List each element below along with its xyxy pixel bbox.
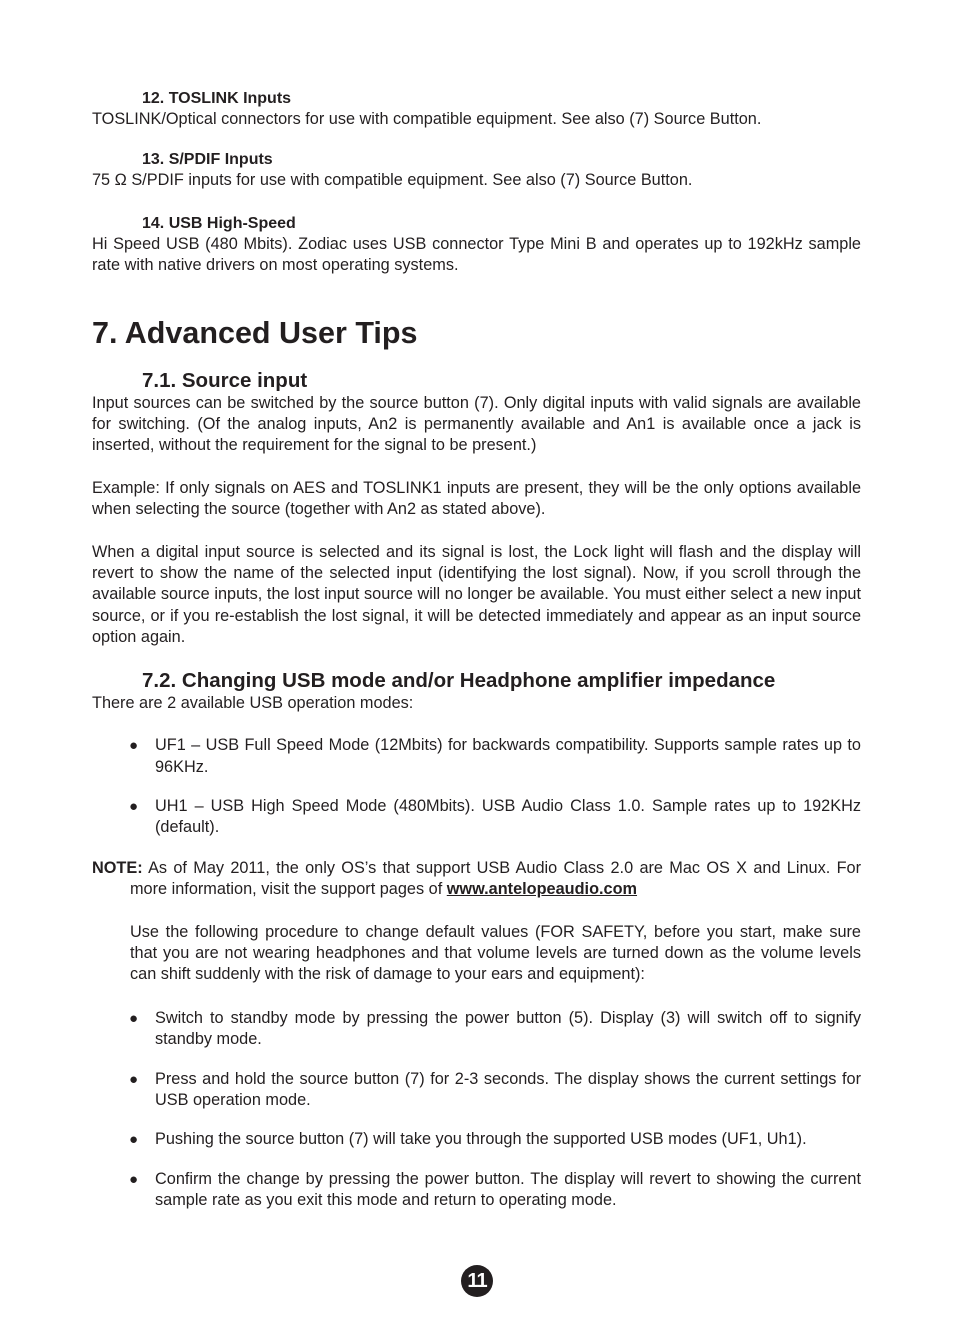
usb-mode-intro: There are 2 available USB operation modes:	[92, 693, 414, 712]
item-text-spdif: 75 Ω S/PDIF inputs for use with compatible equipment. See also (7) Source Button.	[92, 171, 693, 190]
usb-mode-uf1: UF1 – USB Full Speed Mode (12Mbits) for backwards compatibility. Supports sample rates up to 96KHz.	[155, 736, 861, 776]
list-item	[92, 1008, 861, 1051]
item-text-toslink: TOSLINK/Optical connectors for use with compatible equipment. See also (7) Source Button.	[92, 110, 762, 128]
procedure-intro: Use the following procedure to change default values (FOR SAFETY, before you start, make sure that you are not wearing headphones and that volume levels are turned down as the volume levels can shift suddenly with the risk of damage to your ears and equipment):	[130, 922, 861, 984]
bullet-icon: ●	[129, 1009, 139, 1027]
section-title: 7. Advanced User Tips	[92, 315, 418, 350]
procedure-step-4: Confirm the change by pressing the power button. The display will revert to showing the current sample rate as you exit this mode and return to operating mode.	[155, 1169, 861, 1210]
note-text: As of May 2011, the only OS’s that support USB Audio Class 2.0 are Mac OS X and Linux. For more information, visit the support pages of	[130, 858, 861, 899]
list-item	[92, 1129, 861, 1150]
bullet-icon: ●	[129, 797, 139, 815]
bullet-icon: ●	[129, 1170, 139, 1188]
item-title-toslink: 12. TOSLINK Inputs	[142, 90, 292, 107]
list-item	[92, 1169, 861, 1212]
list-item	[92, 1069, 861, 1112]
item-title-usb: 14. USB High-Speed	[142, 214, 296, 232]
bullet-icon: ●	[129, 1131, 139, 1149]
procedure-step-3: Pushing the source button (7) will take you through the supported USB modes (UF1, Uh1).	[155, 1130, 807, 1149]
source-input-paragraph-1: Input sources can be switched by the source button (7). Only digital inputs with valid signals are available for switching. (Of the analog inputs, An2 is permanently available and An1 is available once a jack is inserted, without the requirement for the signal to be present.)	[92, 393, 861, 455]
item-title-spdif: 13. S/PDIF Inputs	[142, 151, 273, 169]
subsection-title-usb-mode: 7.2. Changing USB mode and/or Headphone amplifier impedance	[142, 668, 776, 692]
bullet-icon: ●	[129, 737, 139, 755]
page-number: 11	[461, 1265, 493, 1297]
note-paragraph	[92, 858, 861, 901]
subsection-title-source-input: 7.1. Source input	[142, 368, 308, 392]
list-item	[92, 735, 861, 778]
antelope-audio-link[interactable]: www.antelopeaudio.com	[446, 880, 638, 899]
procedure-step-2: Press and hold the source button (7) for 2-3 seconds. The display shows the current settings for USB operation mode.	[155, 1069, 861, 1109]
source-input-paragraph-3: When a digital input source is selected and its signal is lost, the Lock light will flash and the display will revert to show the name of the selected input (identifying the lost signal). Now, if you scroll through the available source inputs, the lost input source will no longer be available. You must either select a new input source, or if you re-establish the lost signal, it will be detected immediately and appear as an input source option again.	[92, 542, 861, 647]
item-text-usb: Hi Speed USB (480 Mbits). Zodiac uses USB connector Type Mini B and operates up to 192kHz sample rate with native drivers on most operating systems.	[92, 234, 861, 275]
page-content	[92, 89, 861, 1212]
list-item	[92, 796, 861, 839]
bullet-icon: ●	[129, 1070, 139, 1088]
usb-mode-uh1: UH1 – USB High Speed Mode (480Mbits). USB Audio Class 1.0. Sample rates up to 192KHz (default).	[155, 796, 861, 837]
source-input-paragraph-2: Example: If only signals on AES and TOSLINK1 inputs are present, they will be the only options available when selecting the source (together with An2 as stated above).	[92, 478, 861, 519]
note-label: NOTE:	[92, 858, 143, 877]
procedure-step-1: Switch to standby mode by pressing the power button (5). Display (3) will switch off to signify standby mode.	[155, 1008, 861, 1049]
